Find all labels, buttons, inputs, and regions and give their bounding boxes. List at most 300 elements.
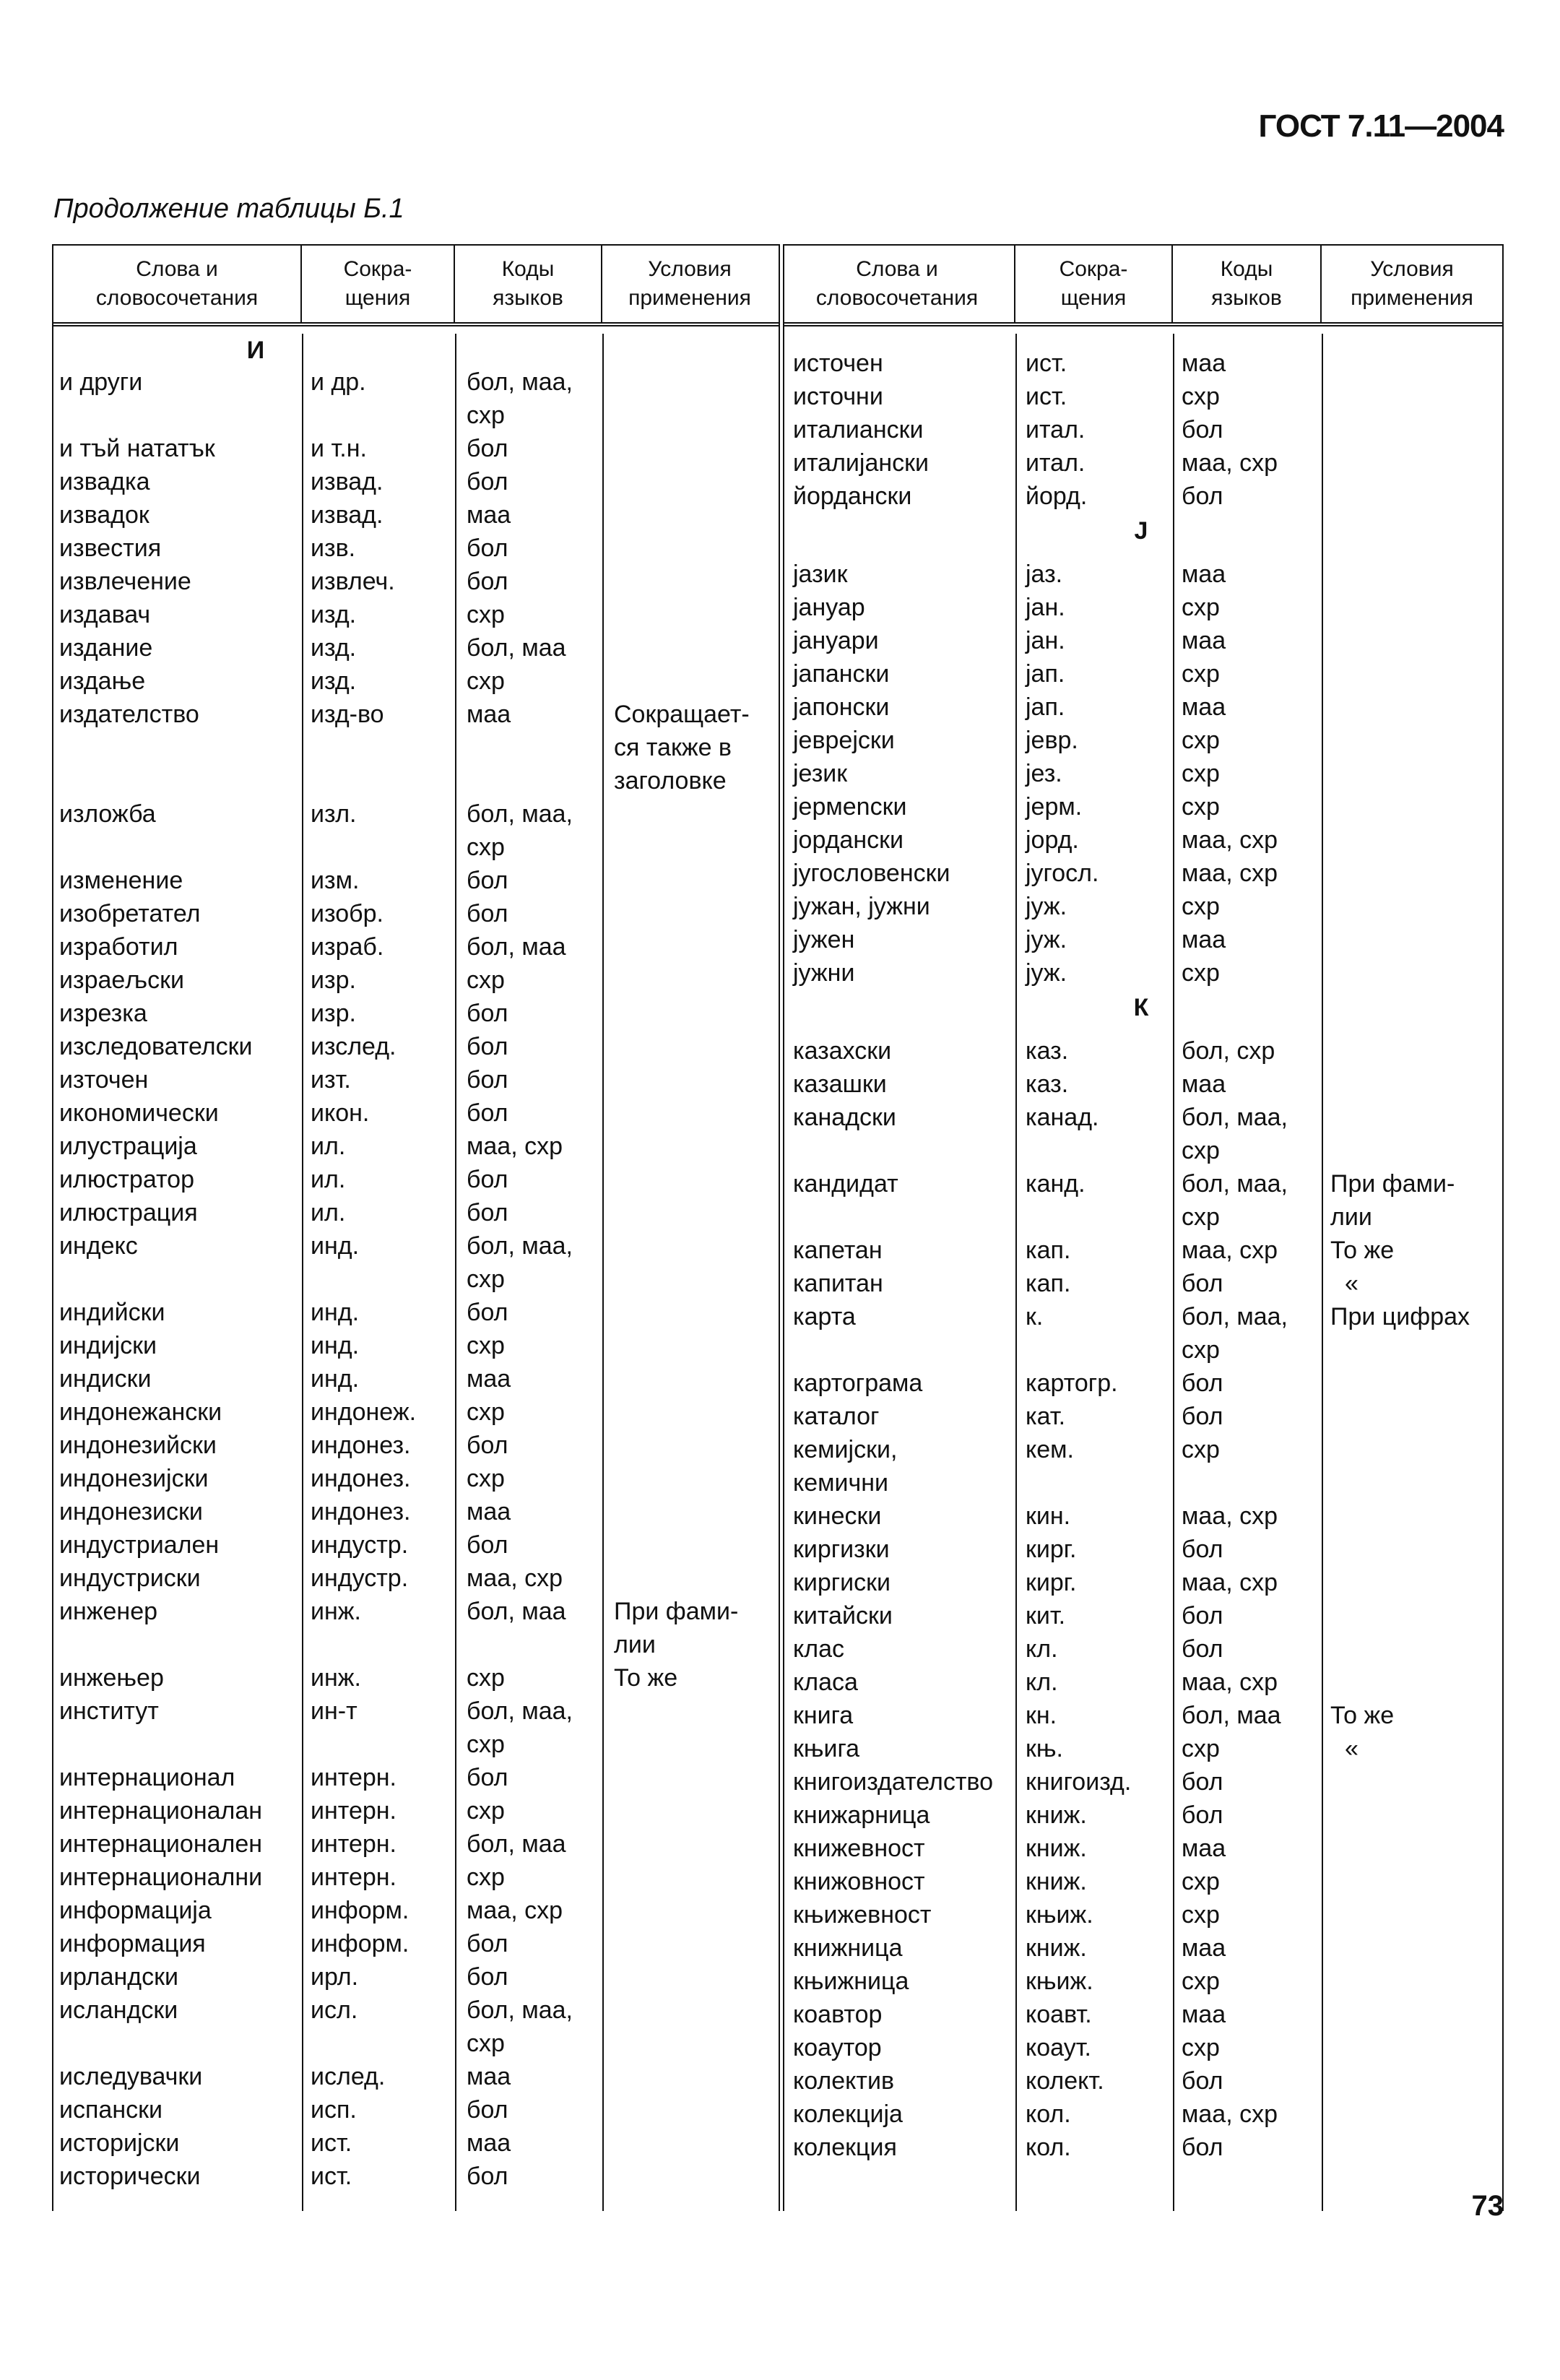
word-cell: издање (59, 667, 146, 695)
abbreviation-cell: кол. (1026, 2134, 1071, 2161)
language-code-cell: схр (1182, 1336, 1220, 1364)
table-row (780, 1234, 1502, 1267)
abbreviation-cell: изл. (311, 800, 357, 828)
abbreviation-cell: ист. (311, 2163, 352, 2190)
table-row (780, 1632, 1502, 1666)
language-code-cell: бол (1182, 483, 1223, 510)
table-row (780, 1068, 1502, 1101)
word-cell: историјски (59, 2129, 180, 2157)
language-code-cell: схр (1182, 727, 1220, 754)
language-code-cell: бол (1182, 416, 1223, 443)
abbreviation-cell: каз. (1026, 1037, 1069, 1065)
condition-cell: То же (614, 1664, 678, 1692)
word-cell: јеврејски (793, 727, 895, 754)
table-row (53, 2160, 779, 2193)
table-row (780, 1765, 1502, 1799)
condition-cell: При цифрах (1330, 1303, 1470, 1330)
table-row (53, 864, 779, 897)
abbreviation-cell: индустр. (311, 1531, 409, 1559)
abbreviation-cell: итал. (1026, 449, 1086, 477)
word-cell: индекс (59, 1232, 138, 1260)
word-cell: јужни (793, 959, 855, 987)
abbreviation-cell: каз. (1026, 1070, 1069, 1098)
abbreviation-cell: инд. (311, 1365, 360, 1393)
word-cell: каталог (793, 1403, 880, 1430)
table-row (53, 1130, 779, 1163)
language-code-cell: бол (467, 2096, 508, 2124)
language-code-cell: схр (467, 1332, 505, 1359)
abbreviation-cell: книгоизд. (1026, 1768, 1132, 1796)
language-code-cell: бол (467, 1930, 508, 1957)
language-code-cell: бол, маа, (467, 800, 573, 828)
table-row (780, 413, 1502, 446)
word-cell: кинески (793, 1502, 882, 1530)
language-code-cell: бол (467, 568, 508, 595)
word-cell: јануари (793, 627, 879, 654)
abbreviation-cell: кап. (1026, 1237, 1071, 1264)
abbreviation-cell: изд. (311, 667, 357, 695)
word-cell: књижница (793, 1968, 909, 1995)
language-code-cell: маа (1182, 350, 1226, 377)
table-row (53, 1761, 779, 1794)
abbreviation-cell: изт. (311, 1066, 351, 1094)
header-abbreviations: Сокра- щения (1015, 246, 1173, 322)
abbreviation-cell: исп. (311, 2096, 357, 2124)
language-code-cell: маа (1182, 693, 1226, 721)
header-conditions: Условия применения (1351, 257, 1473, 310)
language-code-cell: маа, схр (1182, 1669, 1278, 1696)
condition-cell: « (1345, 1270, 1358, 1297)
word-cell: книга (793, 1702, 854, 1729)
word-cell: књига (793, 1735, 860, 1762)
language-code-cell: маа (467, 2063, 511, 2090)
table-row (53, 1960, 779, 1994)
language-code-cell: бол (1182, 1635, 1223, 1663)
table-row (53, 1562, 779, 1595)
language-code-cell: маа (1182, 561, 1226, 588)
word-cell: карта (793, 1303, 856, 1330)
table-row (53, 532, 779, 565)
word-cell: информация (59, 1930, 206, 1957)
word-cell: југословенски (793, 860, 950, 887)
table-row (780, 2131, 1502, 2164)
table-row (53, 1063, 779, 1096)
word-cell: књижевност (793, 1901, 932, 1929)
table-header-left (53, 246, 779, 326)
table-row (53, 1196, 779, 1229)
table-row (780, 2064, 1502, 2098)
language-code-cell: бол (467, 1066, 508, 1094)
abbreviation-cell: јуж. (1026, 926, 1067, 953)
word-cell: източен (59, 1066, 149, 1094)
language-code-cell: схр (1182, 660, 1220, 688)
language-code-cell: схр (467, 1265, 505, 1293)
table-row (780, 2098, 1502, 2131)
abbreviation-cell: инж. (311, 1664, 361, 1692)
language-code-cell: бол, маа, (1182, 1170, 1288, 1198)
language-code-cell: бол (467, 468, 508, 496)
table-row (53, 498, 779, 532)
table-row (780, 591, 1502, 624)
table-body-left (53, 334, 779, 2211)
language-code-cell: маа, схр (467, 1565, 563, 1592)
language-code-cell: схр (467, 1864, 505, 1891)
table-row (53, 1595, 779, 1628)
word-cell: икономически (59, 1099, 219, 1127)
word-cell: индијски (59, 1332, 157, 1359)
word-cell: илустрација (59, 1133, 197, 1160)
language-code-cell: бол (467, 1432, 508, 1459)
abbreviation-cell: интерн. (311, 1830, 396, 1858)
language-code-cell: бол (467, 1963, 508, 1991)
word-cell: институт (59, 1697, 159, 1725)
language-code-cell: бол (1182, 1602, 1223, 1630)
word-cell: интернационален (59, 1830, 263, 1858)
table-row (53, 731, 779, 764)
table-row (780, 757, 1502, 790)
table-row (53, 1628, 779, 1661)
language-code-cell: схр (467, 966, 505, 994)
word-cell: изложба (59, 800, 156, 828)
word-cell: изобретател (59, 900, 201, 927)
table-row (53, 831, 779, 864)
table-row (53, 930, 779, 964)
abbreviation-cell: књиж. (1026, 1968, 1093, 1995)
table-row (53, 665, 779, 698)
word-cell: издателство (59, 701, 199, 728)
table-row (780, 1699, 1502, 1732)
language-code-cell: маа (1182, 1835, 1226, 1862)
table-row (780, 1466, 1502, 1500)
table-row (53, 631, 779, 665)
table-row (53, 1462, 779, 1495)
abbreviation-cell: индонез. (311, 1498, 411, 1526)
word-cell: и други (59, 368, 143, 396)
table-row (53, 1229, 779, 1263)
abbreviation-cell: ил. (311, 1199, 346, 1226)
word-cell: издание (59, 634, 153, 662)
condition-cell: лии (1330, 1203, 1372, 1231)
abbreviation-cell: ист. (1026, 383, 1067, 410)
word-cell: индонезийски (59, 1432, 217, 1459)
abbreviation-cell: интерн. (311, 1864, 396, 1891)
word-cell: книгоиздателство (793, 1768, 994, 1796)
word-cell: киргизки (793, 1536, 890, 1563)
language-code-cell: схр (467, 667, 505, 695)
abbreviation-cell: јап. (1026, 693, 1065, 721)
language-code-cell: бол (467, 1000, 508, 1027)
language-code-cell: схр (467, 834, 505, 861)
language-code-cell: бол (467, 1166, 508, 1193)
word-cell: кемични (793, 1469, 889, 1497)
language-code-cell: схр (467, 1465, 505, 1492)
language-code-cell: маа (467, 701, 511, 728)
table-row (53, 399, 779, 432)
table-row (780, 1134, 1502, 1167)
table-row (780, 1267, 1502, 1300)
abbreviation-cell: индонеж. (311, 1398, 417, 1426)
table-row (53, 1495, 779, 1528)
language-code-cell: бол (1182, 1270, 1223, 1297)
word-cell: извадка (59, 468, 150, 496)
table-row (780, 380, 1502, 413)
abbreviation-cell: йорд. (1026, 483, 1088, 510)
word-cell: источни (793, 383, 883, 410)
word-cell: коавтор (793, 2001, 883, 2028)
table-row (780, 1333, 1502, 1367)
word-cell: илюстрация (59, 1199, 198, 1226)
word-cell: киргиски (793, 1569, 891, 1596)
header-language-codes: Коды языков (455, 246, 602, 322)
abbreviation-cell: итал. (1026, 416, 1086, 443)
language-code-cell: бол (1182, 2067, 1223, 2095)
word-cell: кемијски, (793, 1436, 898, 1463)
table-row (53, 964, 779, 997)
abbreviation-cell: книж. (1026, 1801, 1087, 1829)
table-left-half (52, 244, 779, 2211)
language-code-cell: бол (1182, 1768, 1223, 1796)
word-cell: илюстратор (59, 1166, 194, 1193)
word-cell: индийски (59, 1299, 165, 1326)
table-row (780, 724, 1502, 757)
abbreviation-cell: кирг. (1026, 1536, 1077, 1563)
table-row (780, 1898, 1502, 1931)
language-code-cell: бол, маа, (1182, 1104, 1288, 1131)
table-row (53, 1827, 779, 1861)
language-code-cell: маа (1182, 627, 1226, 654)
abbreviation-cell: извад. (311, 501, 384, 529)
abbreviation-cell: јуж. (1026, 959, 1067, 987)
word-cell: италијански (793, 449, 930, 477)
language-code-cell: маа (467, 1498, 511, 1526)
language-code-cell: схр (1182, 1436, 1220, 1463)
table-row (53, 1794, 779, 1827)
condition-cell: То же (1330, 1702, 1395, 1729)
language-code-cell: маа, схр (1182, 2100, 1278, 2128)
condition-cell: лии (614, 1631, 656, 1658)
table-row (780, 347, 1502, 380)
language-code-cell: маа, схр (467, 1897, 563, 1924)
abbreviation-cell: и т.н. (311, 435, 367, 462)
abbreviation-cell: инд. (311, 1232, 360, 1260)
language-code-cell: схр (1182, 1137, 1220, 1164)
table-row (53, 1263, 779, 1296)
abbreviation-cell: кл. (1026, 1669, 1058, 1696)
table-row (53, 1096, 779, 1130)
table-row (53, 1861, 779, 1894)
table-row (780, 890, 1502, 923)
table-row (780, 1433, 1502, 1466)
language-code-cell: бол (1182, 1536, 1223, 1563)
table-header-right (780, 246, 1502, 326)
abbreviation-cell: интерн. (311, 1797, 396, 1825)
language-code-cell: бол, маа, (1182, 1303, 1288, 1330)
language-code-cell: бол, маа (467, 1830, 566, 1858)
word-cell: јужен (793, 926, 855, 953)
language-code-cell: бол, маа (467, 1598, 566, 1625)
table-row (53, 2093, 779, 2126)
table-row (53, 1661, 779, 1695)
language-code-cell: бол (467, 435, 508, 462)
table-row (53, 2126, 779, 2160)
word-cell: капетан (793, 1237, 883, 1264)
table-row (780, 1599, 1502, 1632)
language-code-cell: маа, схр (1182, 860, 1278, 887)
word-cell: колекция (793, 2134, 897, 2161)
word-cell: исторически (59, 2163, 201, 2190)
condition-cell: заголовке (614, 767, 727, 795)
word-cell: индонезијски (59, 1465, 209, 1492)
word-cell: китайски (793, 1602, 893, 1630)
word-cell: јермenски (793, 793, 907, 821)
language-code-cell: бол (467, 1531, 508, 1559)
language-code-cell: маа (467, 1365, 511, 1393)
word-cell: интернационалан (59, 1797, 263, 1825)
abbreviation-cell: канад. (1026, 1104, 1099, 1131)
word-cell: инжењер (59, 1664, 164, 1692)
header-abbreviations: Сокра- щения (302, 246, 455, 322)
table-row (53, 2060, 779, 2093)
word-cell: источен (793, 350, 883, 377)
word-cell: јануар (793, 594, 865, 621)
table-row (780, 2031, 1502, 2064)
table-row (780, 1533, 1502, 1566)
abbreviation-cell: икон. (311, 1099, 370, 1127)
word-cell: изрезка (59, 1000, 147, 1027)
abbreviation-cell: информ. (311, 1897, 410, 1924)
table-row (53, 2027, 779, 2060)
abbreviation-cell: ин-т (311, 1697, 358, 1725)
table-row (780, 857, 1502, 890)
word-cell: исландски (59, 1996, 178, 2024)
abbreviation-cell: кем. (1026, 1436, 1074, 1463)
word-cell: коаутор (793, 2034, 882, 2061)
word-cell: и тъй нататък (59, 435, 215, 462)
word-cell: книжница (793, 1934, 903, 1962)
abbreviation-cell: информ. (311, 1930, 410, 1957)
table-row (780, 1101, 1502, 1134)
language-code-cell: бол, маа (467, 634, 566, 662)
word-cell: изработил (59, 933, 178, 961)
table-row (53, 1927, 779, 1960)
abbreviation-cell: кат. (1026, 1403, 1066, 1430)
abbreviation-cell: канд. (1026, 1170, 1086, 1198)
abbreviation-cell: ист. (311, 2129, 352, 2157)
abbreviation-cell: јуж. (1026, 893, 1067, 920)
condition-cell: То же (1330, 1237, 1395, 1264)
abbreviation-cell: кап. (1026, 1270, 1071, 1297)
abbreviation-cell: индустр. (311, 1565, 409, 1592)
language-code-cell: бол (467, 2163, 508, 2190)
language-code-cell: схр (1182, 1868, 1220, 1895)
abbreviation-cell: јап. (1026, 660, 1065, 688)
table-row (53, 764, 779, 797)
abbreviation-cell: изд-во (311, 701, 384, 728)
abbreviation-cell: коаут. (1026, 2034, 1091, 2061)
word-cell: книжовност (793, 1868, 925, 1895)
word-cell: класа (793, 1669, 858, 1696)
abbreviation-cell: коавт. (1026, 2001, 1092, 2028)
language-code-cell: схр (1182, 793, 1220, 821)
language-code-cell: схр (1182, 594, 1220, 621)
language-code-cell: маа (1182, 2001, 1226, 2028)
word-cell: јапонски (793, 693, 890, 721)
language-code-cell: маа (467, 501, 511, 529)
abbreviation-cell: изд. (311, 601, 357, 628)
word-cell: инженер (59, 1598, 158, 1625)
table-row (780, 446, 1502, 480)
language-code-cell: бол, маа, (467, 368, 573, 396)
table-row (780, 1732, 1502, 1765)
language-code-cell: схр (1182, 383, 1220, 410)
table-row (780, 1566, 1502, 1599)
abbreviation-cell: инд. (311, 1332, 360, 1359)
table-row (780, 558, 1502, 591)
abbreviation-cell: ислед. (311, 2063, 386, 2090)
abbreviation-cell: инд. (311, 1299, 360, 1326)
language-code-cell: маа (1182, 1070, 1226, 1098)
abbreviation-cell: ист. (1026, 350, 1067, 377)
table-row (780, 790, 1502, 823)
abbreviation-cell: јорд. (1026, 826, 1079, 854)
word-cell: индонежански (59, 1398, 222, 1426)
word-cell: ирландски (59, 1963, 178, 1991)
word-cell: информација (59, 1897, 212, 1924)
abbreviation-cell: књиж. (1026, 1901, 1093, 1929)
table-row (53, 797, 779, 831)
table-row (780, 1034, 1502, 1068)
table-row (780, 1300, 1502, 1333)
language-code-cell: бол (467, 1033, 508, 1060)
abbreviation-cell: кол. (1026, 2100, 1071, 2128)
language-code-cell: бол, маа, (467, 1697, 573, 1725)
language-code-cell: маа, схр (1182, 1502, 1278, 1530)
abbreviation-cell: ил. (311, 1166, 346, 1193)
language-code-cell: бол (467, 1764, 508, 1791)
word-cell: индонезиски (59, 1498, 203, 1526)
language-code-cell: бол (1182, 1801, 1223, 1829)
abbreviation-cell: книж. (1026, 1868, 1087, 1895)
word-cell: колектив (793, 2067, 895, 2095)
header-words: Слова и словосочетания (780, 246, 1015, 322)
word-cell: колекција (793, 2100, 903, 2128)
language-code-cell: схр (1182, 1735, 1220, 1762)
word-cell: јазик (793, 561, 848, 588)
abbreviation-cell: јез. (1026, 760, 1062, 787)
abbreviation-cell: книж. (1026, 1835, 1087, 1862)
word-cell: индиски (59, 1365, 152, 1393)
word-cell: интернационални (59, 1864, 263, 1891)
word-cell: издавач (59, 601, 151, 628)
abbreviation-cell: инж. (311, 1598, 361, 1625)
language-code-cell: маа, схр (1182, 826, 1278, 854)
table-row (53, 1429, 779, 1462)
abbreviation-cell: југосл. (1026, 860, 1099, 887)
word-cell: индустриски (59, 1565, 201, 1592)
language-code-cell: схр (1182, 760, 1220, 787)
table-row (53, 1030, 779, 1063)
table-row (780, 1931, 1502, 1965)
word-cell: известия (59, 535, 162, 562)
abbreviation-cell: јаз. (1026, 561, 1063, 588)
language-code-cell: схр (467, 1731, 505, 1758)
language-code-cell: бол (467, 1199, 508, 1226)
table-right-half (779, 244, 1504, 2211)
language-code-cell: схр (467, 1664, 505, 1692)
abbreviation-cell: к. (1026, 1303, 1044, 1330)
table-row (780, 480, 1502, 513)
table-row (780, 1965, 1502, 1998)
